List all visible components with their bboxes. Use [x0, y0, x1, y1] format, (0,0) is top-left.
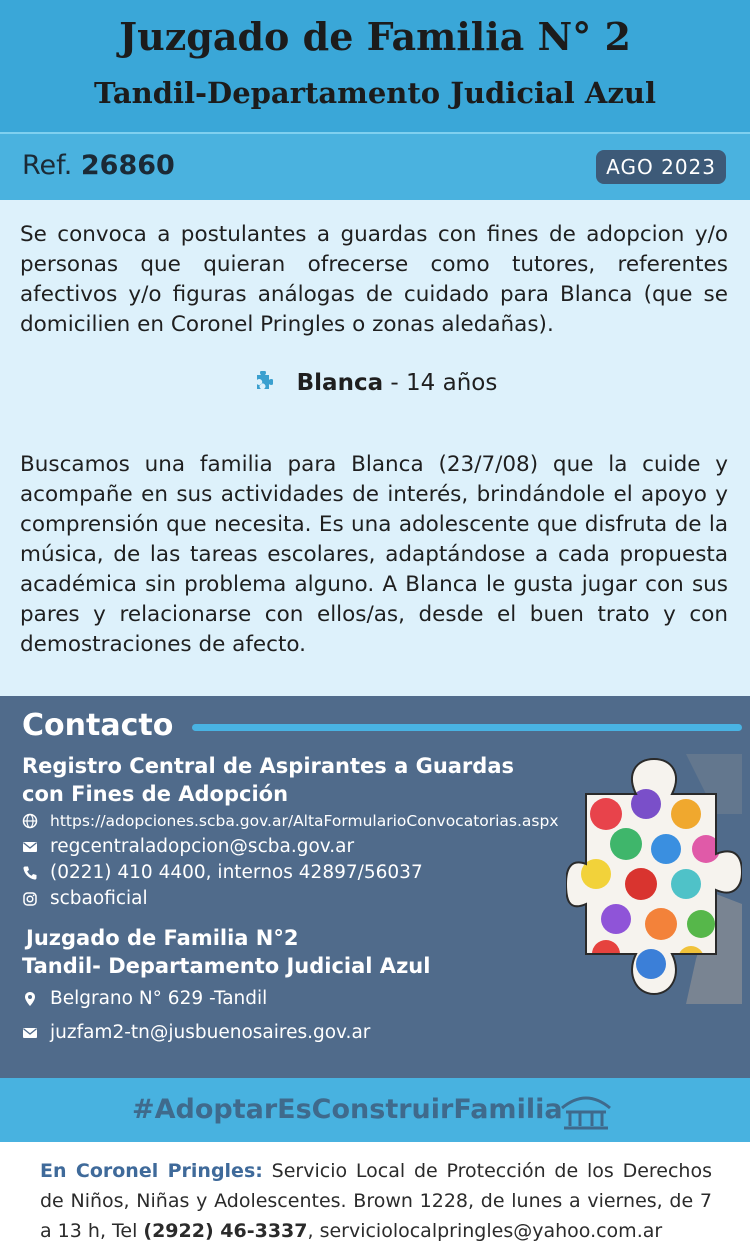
instagram-row[interactable]: [22, 888, 148, 909]
footer-text-1: Servicio Local de Protección de los Derechos de Niños, Niñas y Adolescentes. Brown 1228, de lunes a viernes, de 7 a 13 h, Tel: [40, 1160, 712, 1242]
child-line: [0, 370, 750, 396]
intro-section: [0, 200, 750, 696]
location-pin-icon: [22, 991, 38, 1007]
hashtag: #AdoptarEsConstruirFamilia: [132, 1094, 563, 1125]
reference-bar: [0, 132, 750, 200]
mail-icon: [22, 1025, 38, 1041]
description-paragraph: Buscamos una familia para Blanca (23/7/08) que la cuide y acompañe en sus actividades de interés, brindándole el apoyo y comprensión que necesita. Es una adolescente que disfruta de la música, de las tareas escolares, adaptándose a cada propuesta académica sin problema alguno. A Blanca le gusta jugar con sus pares y relacionarse con ellos/as, desde el buen trato y con demostraciones de afecto.: [20, 452, 728, 657]
reference-number: 26860: [80, 150, 175, 181]
reference-label: Ref.: [22, 150, 73, 181]
hashtag-bar: [0, 1078, 750, 1142]
phone-row[interactable]: [22, 862, 423, 883]
reference: [22, 150, 175, 181]
contact-section: [0, 696, 750, 1078]
puzzle-hearts-illustration: [566, 754, 742, 1004]
registry-name: [22, 752, 514, 808]
registry-name-line1: Registro Central de Aspirantes a Guardas: [22, 754, 514, 778]
registry-name-line2: con Fines de Adopción: [22, 782, 289, 806]
call-paragraph: Se convoca a postulantes a guardas con fines de adopcion y/o personas que quieran ofrecerse como tutores, referentes afectivos y/o figuras análogas de cuidado para Blanca (que se domicilien en Coronel Pringles o zonas aledañas).: [20, 222, 728, 337]
page-title: Juzgado de Familia N° 2: [119, 14, 631, 59]
court-email-row[interactable]: [22, 1022, 370, 1043]
contact-divider: [192, 724, 742, 731]
footer-text-2: , serviciolocalpringles@yahoo.com.ar: [307, 1220, 663, 1242]
court-name-line1: Juzgado de Familia N°2: [26, 926, 299, 950]
child-age: - 14 años: [383, 370, 498, 396]
header-banner: [0, 0, 750, 132]
registry-email-link[interactable]: regcentraladopcion@scba.gov.ar: [50, 836, 355, 857]
instagram-icon: [22, 891, 38, 907]
court-building-icon: [556, 1086, 616, 1134]
email-row[interactable]: [22, 836, 354, 857]
url-row[interactable]: [22, 812, 559, 830]
court-address: Belgrano N° 629 -Tandil: [50, 988, 268, 1009]
child-name: Blanca: [296, 370, 384, 396]
phone-icon: [22, 865, 38, 881]
court-email-link[interactable]: juzfam2-tn@jusbuenosaires.gov.ar: [50, 1022, 371, 1043]
phone-number[interactable]: (0221) 410 4400, internos 42897/56037: [50, 862, 423, 883]
footer-place: En Coronel Pringles:: [40, 1160, 263, 1182]
address-row: [22, 988, 267, 1009]
instagram-handle[interactable]: scbaoficial: [50, 888, 148, 909]
puzzle-piece-icon: [253, 371, 273, 393]
page-subtitle: Tandil-Departamento Judicial Azul: [94, 76, 656, 110]
court-name-line2: Tandil- Departamento Judicial Azul: [22, 954, 431, 978]
contact-title: Contacto: [22, 708, 174, 743]
adoption-url-link[interactable]: https://adopciones.scba.gov.ar/AltaFormularioConvocatorias.aspx: [50, 812, 559, 830]
date-badge: AGO 2023: [596, 150, 726, 184]
globe-icon: [22, 813, 38, 829]
footer-note: [40, 1156, 712, 1246]
mail-icon: [22, 839, 38, 855]
court-name: [22, 924, 430, 980]
footer-phone[interactable]: (2922) 46-3337: [143, 1220, 308, 1242]
